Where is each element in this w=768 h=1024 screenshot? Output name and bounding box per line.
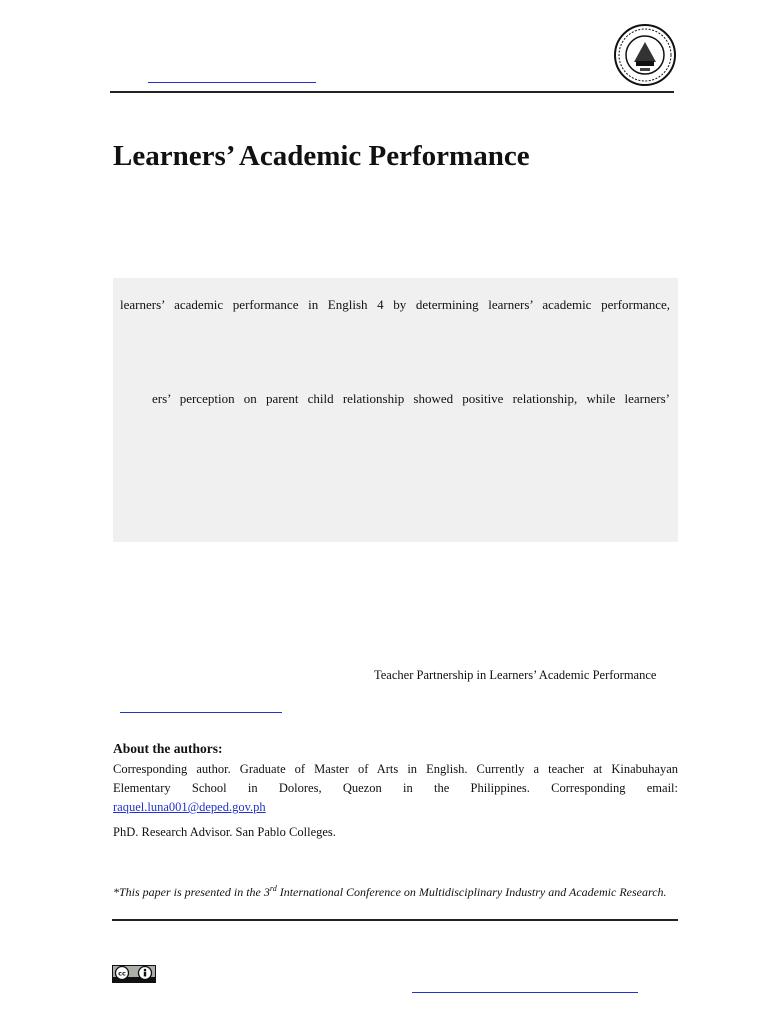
footer-link-underline[interactable] (412, 992, 638, 993)
author-email-link[interactable]: raquel.luna001@deped.gov.ph (113, 800, 266, 814)
header-rule (110, 91, 674, 93)
reference-link-underline[interactable] (120, 712, 282, 713)
footer-rule (112, 919, 678, 921)
page-title: Learners’ Academic Performance (113, 140, 530, 172)
creative-commons-icon (112, 965, 156, 983)
running-title: Teacher Partnership in Learners’ Academic Performance (374, 668, 657, 682)
university-seal-icon (614, 24, 676, 86)
header-link-underline[interactable] (148, 82, 316, 83)
author1-paragraph (113, 760, 678, 817)
abstract-box (113, 278, 678, 542)
author2-paragraph: PhD. Research Advisor. San Pablo Colleges. (113, 825, 336, 839)
conference-note-text: International Conference on Multidisciplinary Industry and Academic Research. (276, 885, 667, 899)
author1-line: Elementary School in Dolores, Quezon in the Philippines. Corresponding email: (113, 781, 678, 795)
author1-line: Corresponding author. Graduate of Master of Arts in English. Currently a teacher at Kinabuhayan (113, 762, 678, 776)
abstract-line: ers’ perception on parent child relationship showed positive relationship, while learners’ (152, 391, 670, 406)
about-authors-heading: About the authors: (113, 741, 223, 756)
ordinal-suffix: rd (269, 884, 277, 893)
conference-note (113, 884, 667, 900)
conference-note-text: *This paper is presented in the 3 (113, 885, 270, 899)
svg-text:cc: cc (118, 969, 126, 978)
abstract-line: learners’ academic performance in English 4 by determining learners’ academic performance, (120, 297, 670, 312)
